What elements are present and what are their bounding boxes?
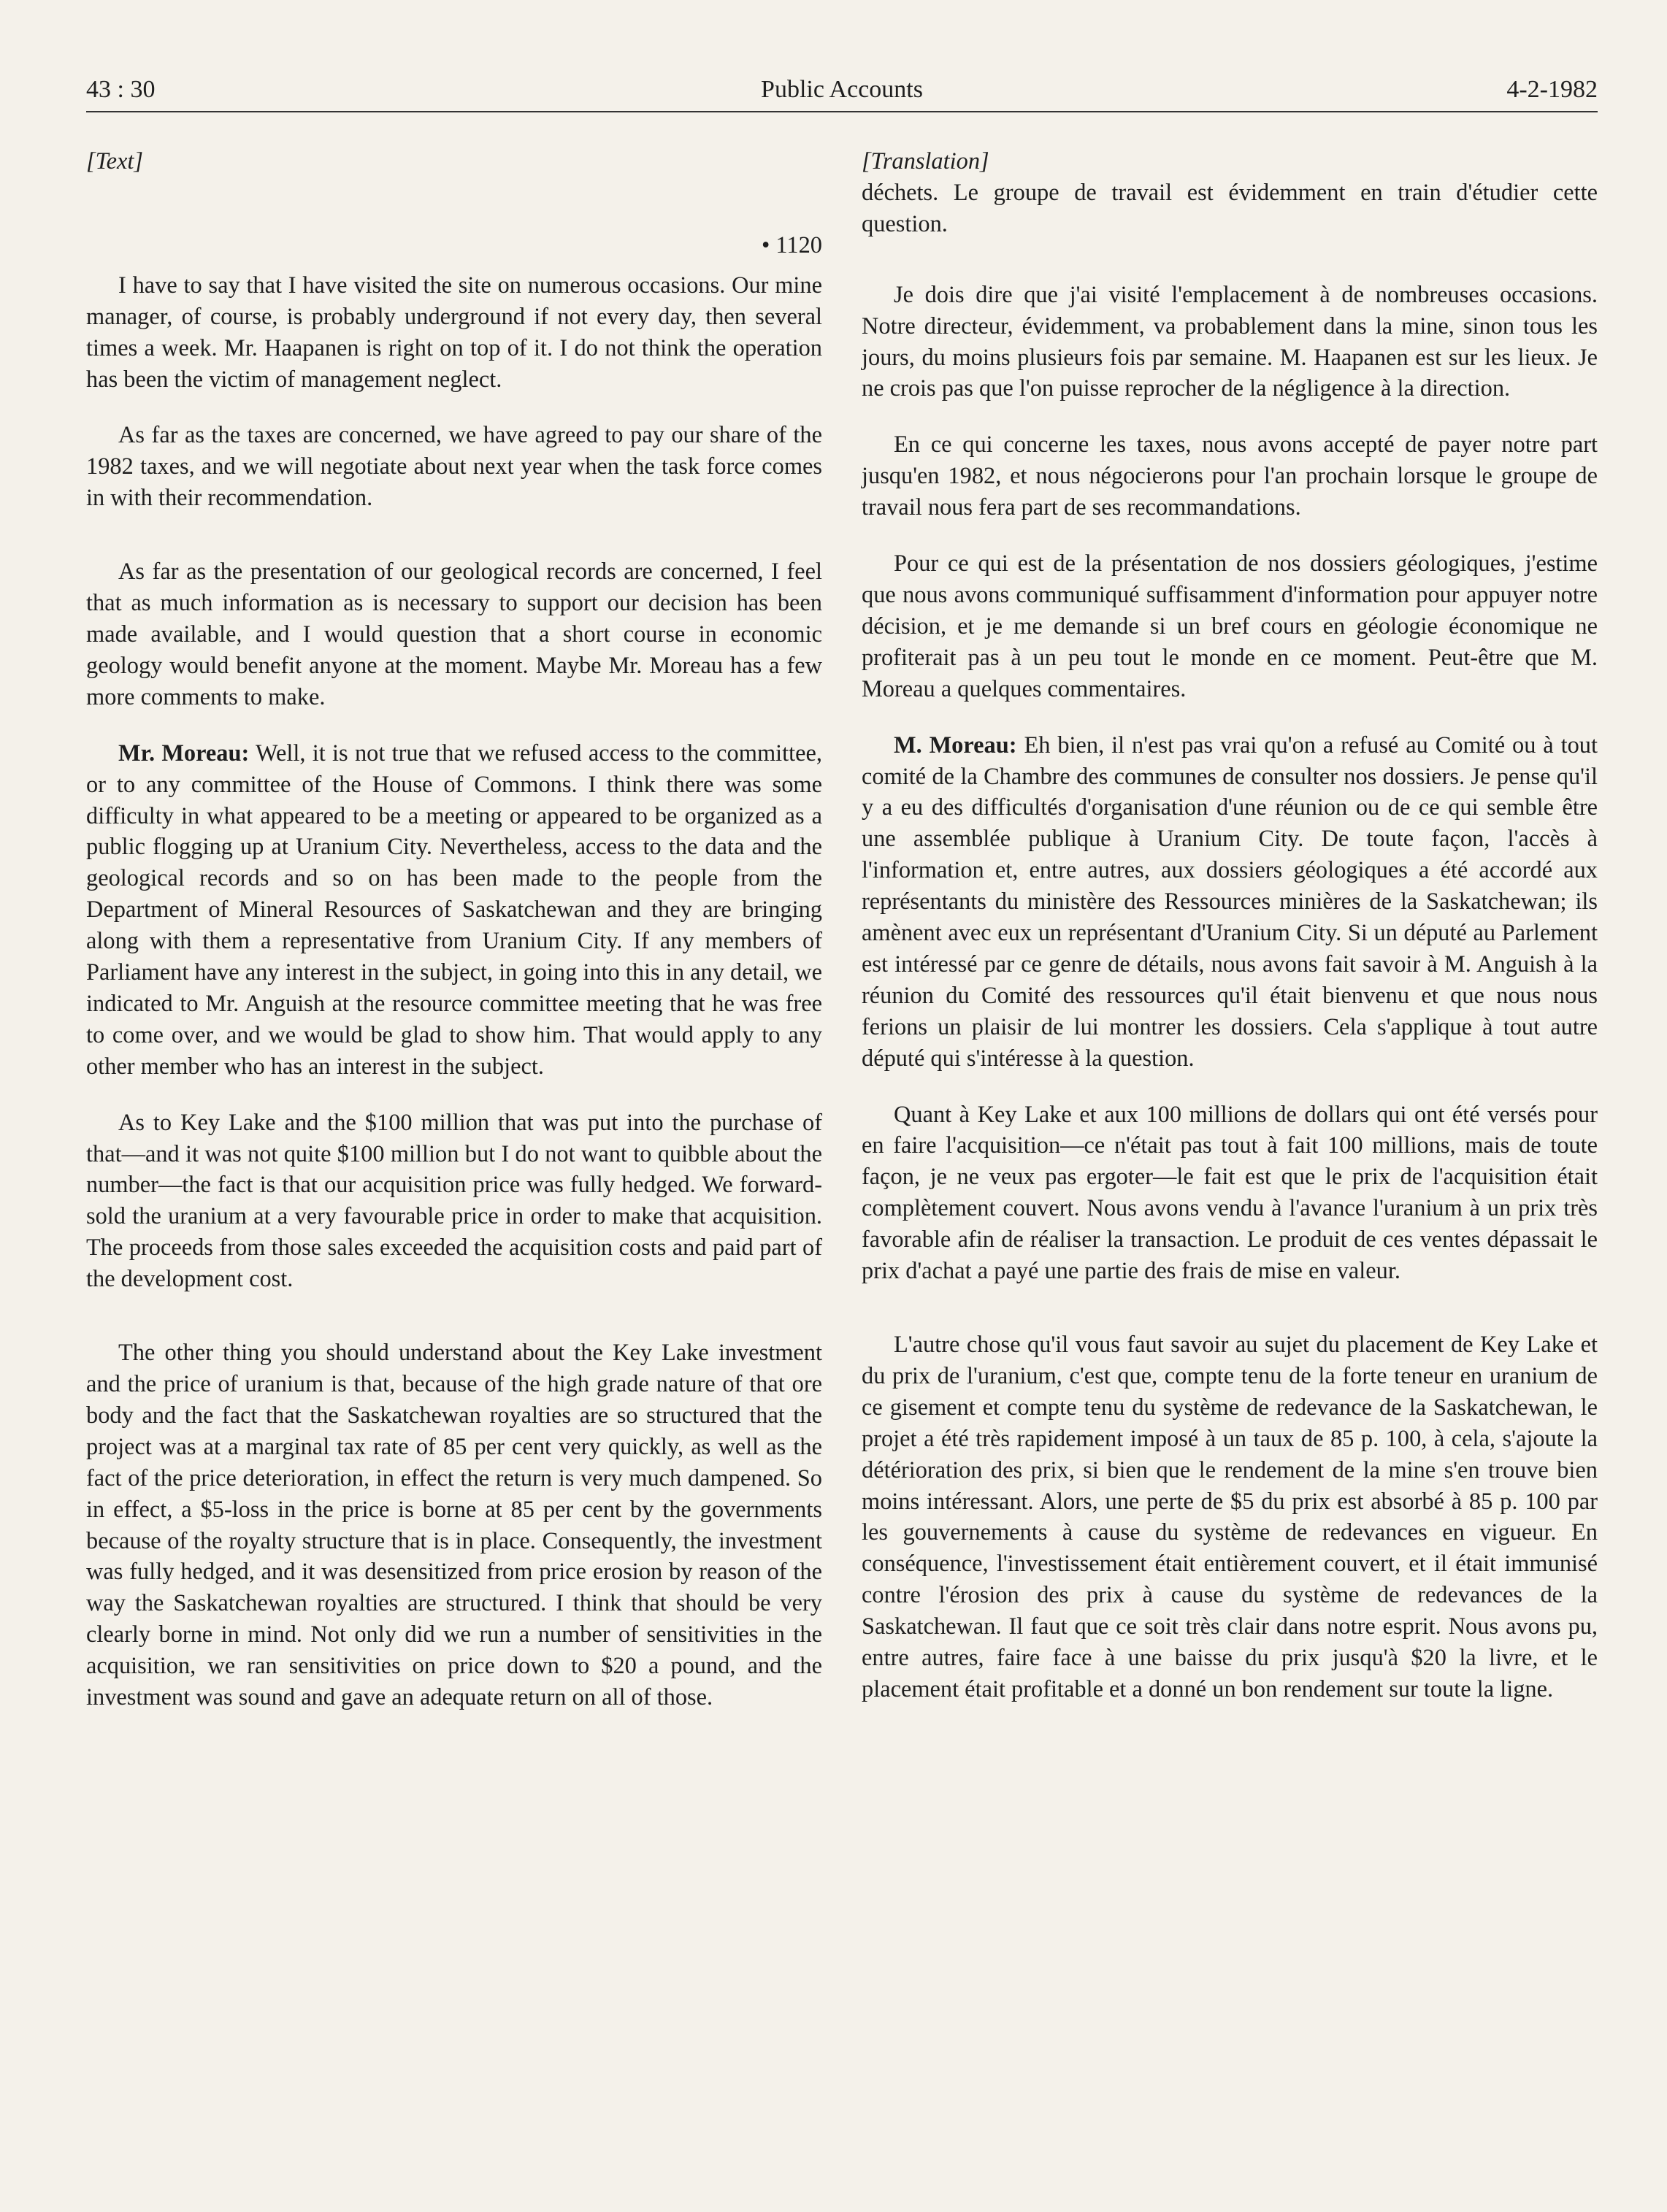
paragraph: Pour ce qui est de la présentation de nos dossiers géologiques, j'estime que nous avons communiqué suffisamment d'information pour appuyer notre décision, et je me demande si un bref cours en géologie économique ne profiterait pas à un peu tout le monde en ce moment. Peut-être que M. Moreau a quelques commentaires. bbox=[862, 550, 1598, 702]
column-label-translation: [Translation] bbox=[862, 148, 989, 174]
french-column bbox=[862, 146, 1598, 1730]
paragraph: Je dois dire que j'ai visité l'emplacement à de nombreuses occasions. Notre directeur, évidemment, va probablement dans la mine, sinon tous les jours, du moins plusieurs fois par semaine. M. Haapanen est sur les lieux. Je ne crois pas que l'on puisse reprocher de la négligence à la direction. bbox=[862, 281, 1598, 402]
paragraph bbox=[862, 730, 1598, 1075]
paragraph: Quant à Key Lake et aux 100 millions de dollars qui ont été versés pour en faire l'acquisition—ce n'était pas tout à fait 100 millions, mais de toute façon, je ne veux pas ergoter—le fait est que le prix de l'acquisition était complètement couvert. Nous avons vendu à l'avance l'uranium à un prix très favorable afin de réaliser la transaction. Le produit de ces ventes dépassait le prix d'achat a payé une partie des frais de mise en valeur. bbox=[862, 1101, 1598, 1285]
paragraph: L'autre chose qu'il vous faut savoir au sujet du placement de Key Lake et du prix de l'uranium, c'est que, compte tenu de la forte teneur en uranium de ce gisement et compte tenu du système de redevance de la Saskatchewan, le projet a été très rapidement imposé à un taux de 85 p. 100, à cela, s'ajoute la détérioration des prix, si bien que le rendement de la mine s'en trouve bien moins intéressant. Alors, une perte de $5 du prix est absorbé à 85 p. 100 par les gouvernements à cause du système de redevances en vigueur. En conséquence, l'investissement était entièrement couvert, et il était immunisé contre l'érosion des prix à cause du système de redevances de la Saskatchewan. Il faut que ce soit très clair dans notre esprit. Nous avons pu, entre autres, faire face à une baisse du prix jusqu'à $20 la livre, et le placement était profitable et a donné un bon rendement sur toute la ligne. bbox=[862, 1332, 1598, 1702]
column-label-text: [Text] bbox=[86, 148, 144, 174]
speaker-name: M. Moreau: bbox=[894, 731, 1017, 759]
header-rule bbox=[86, 111, 1598, 112]
paragraph: As far as the taxes are concerned, we have agreed to pay our share of the 1982 taxes, and we will negotiate about next year when the task force comes in with their recommendation. bbox=[86, 422, 822, 512]
paragraph: As far as the presentation of our geological records are concerned, I feel that as much information as is necessary to support our decision has been made available, and I would question that a short course in economic geology would benefit anyone at the moment. Maybe Mr. Moreau has a few more comments to make. bbox=[86, 558, 822, 710]
speech-text: Well, it is not true that we refused access to the committee, or to any committee of the House of Commons. I think there was some difficulty in what appeared to be a meeting or appeared to be organized as a public flogging up at Uranium City. Nevertheless, access to the data and the geological records and so on has been made to the people from the Department of Mineral Resources of Saskatchewan and they are bringing along with them a representative from Uranium City. If any members of Parliament have any interest in the subject, in going into this in any detail, we indicated to Mr. Anguish at the resource committee meeting that he was free to come over, and we would be glad to show him. That would apply to any other member who has an interest in the subject. bbox=[86, 740, 822, 1080]
speech-text: Eh bien, il n'est pas vrai qu'on a refusé au Comité ou à tout comité de la Chambre des communes de consulter nos dossiers. Je pense qu'il y a eu des difficultés d'organisation d'une réunion ou de ce qui semble être une assemblée publique à Uranium City. De toute façon, l'accès à l'information et, entre autres, aux dossiers géologiques a été accordé aux représentants du ministère des Ressources minières de la Saskatchewan; ils amènent avec eux un représentant d'Uranium City. Si un député au Parlement est intéressé par ce genre de détails, nous avons fait savoir à M. Anguish à la réunion du Comité des ressources qu'il était bienvenu et que nous nous ferions un plaisir de lui montrer les dossiers. Cela s'applique à tout autre député qui s'intéresse à la question. bbox=[862, 731, 1598, 1072]
paragraph bbox=[86, 738, 822, 1083]
paragraph: I have to say that I have visited the site on numerous occasions. Our mine manager, of course, is probably underground if not every day, then several times a week. Mr. Haapanen is right on top of it. I do not think the operation has been the victim of management neglect. bbox=[86, 272, 822, 393]
document-page bbox=[86, 0, 1598, 2212]
header-date: 4-2-1982 bbox=[1506, 76, 1598, 103]
speaker-name: Mr. Moreau: bbox=[118, 740, 250, 767]
paragraph: As to Key Lake and the $100 million that was put into the purchase of that—and it was not quite $100 million but I do not want to quibble about the number—the fact is that our acquisition price was fully hedged. We forward-sold the uranium at a very favourable price in order to make that acquisition. The proceeds from those sales exceeded the acquisition costs and paid part of the development cost. bbox=[86, 1109, 822, 1293]
header-title: Public Accounts bbox=[761, 76, 923, 103]
header-page-number: 43 : 30 bbox=[86, 76, 156, 103]
paragraph: En ce qui concerne les taxes, nous avons accepté de payer notre part jusqu'en 1982, et nous négocierons pour l'an prochain lorsque le groupe de travail nous fera part de ses recommandations. bbox=[862, 431, 1598, 521]
page-header bbox=[86, 76, 1598, 114]
paragraph: The other thing you should understand about the Key Lake investment and the price of uranium is that, because of the high grade nature of that ore body and the fact that the Saskatchewan royalties are so structured that the project was at a marginal tax rate of 85 per cent very quickly, as well as the fact of the price deterioration, in effect the return is very much dampened. So in effect, a $5-loss in the price is borne at 85 per cent by the governments because of the royalty structure that is in place. Consequently, the investment was fully hedged, and it was desensitized from price erosion by reason of the way the Saskatchewan royalties are structured. I think that should be very clearly borne in mind. Not only did we run a number of sensitivities in the acquisition, we ran sensitivities on price down to $20 a pound, and the investment was sound and gave an adequate return on all of those. bbox=[86, 1340, 822, 1711]
time-marker: • 1120 bbox=[761, 231, 822, 258]
paragraph: déchets. Le groupe de travail est évidemment en train d'étudier cette question. bbox=[862, 179, 1598, 237]
english-column bbox=[86, 146, 822, 1738]
